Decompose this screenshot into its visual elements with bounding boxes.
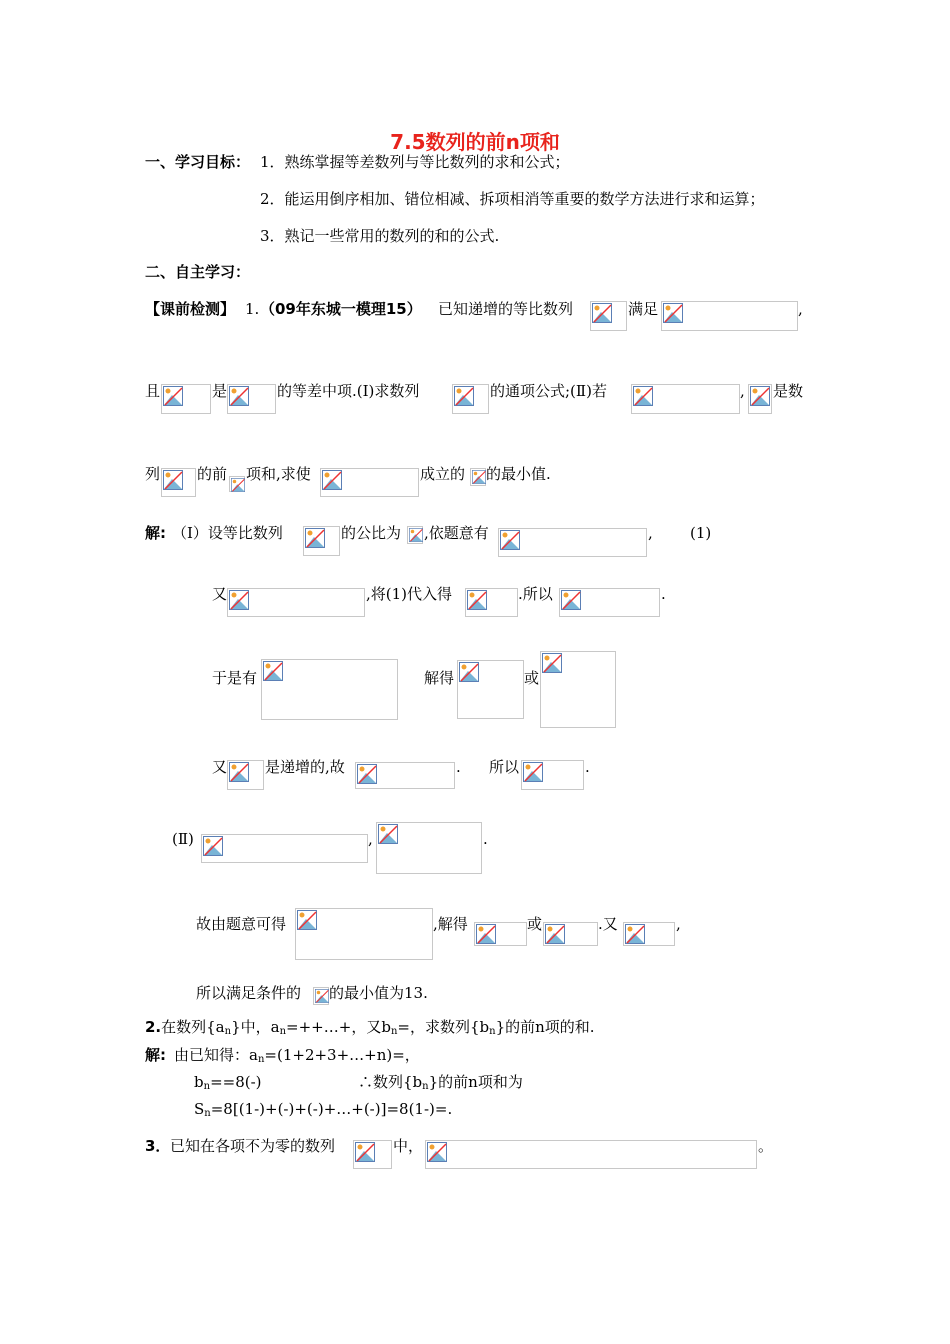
broken-image-icon [315, 989, 329, 1003]
formula-image [590, 301, 627, 331]
q1-source: （09年东城一模理15） [260, 300, 422, 318]
q2-solution-line1 [145, 1045, 420, 1070]
broken-image-icon [305, 528, 325, 548]
formula-image [355, 762, 455, 789]
broken-image-icon [322, 470, 342, 490]
solution-label: 解: [145, 524, 166, 542]
text-fragment: =，求数列{b [397, 1018, 490, 1036]
q3-text: 中， [393, 1137, 424, 1155]
formula-image [498, 528, 647, 557]
broken-image-icon [561, 590, 581, 610]
text-fragment: n [489, 1026, 496, 1037]
formula-image [465, 588, 518, 617]
broken-image-icon [231, 478, 245, 492]
text-fragment: S [194, 1100, 205, 1118]
q1-text: 所以满足条件的 [196, 984, 302, 1002]
broken-image-icon [203, 836, 223, 856]
broken-image-icon [357, 764, 377, 784]
text-fragment: 由已知得：a [174, 1046, 258, 1064]
text-fragment: n [257, 1054, 265, 1065]
q1-text: 的前 [197, 465, 228, 483]
formula-image [201, 834, 368, 863]
q1-text: .所以 [518, 585, 553, 603]
q1-text: . [661, 585, 666, 603]
broken-image-icon [454, 386, 474, 406]
text-fragment: 2. [145, 1018, 162, 1036]
broken-image-icon [229, 590, 249, 610]
text-fragment: }的前n项和为 [428, 1073, 523, 1091]
formula-image [320, 468, 419, 497]
q1-text: 又 [212, 758, 228, 776]
q3-num: 3． [145, 1137, 171, 1155]
formula-image [748, 384, 772, 414]
q1-text: 项和,求使 [246, 465, 311, 483]
q2-solution-line3 [194, 1099, 452, 1124]
q1-text: , [798, 300, 803, 318]
broken-image-icon [545, 924, 565, 944]
text-fragment: }的前n项的和. [495, 1018, 595, 1036]
broken-image-icon [378, 824, 398, 844]
text-fragment: =(1+2+3+…+n)=， [264, 1046, 420, 1064]
text-fragment: 解: [145, 1046, 166, 1064]
formula-image [452, 384, 489, 414]
formula-image [227, 384, 276, 414]
q1-text: . [456, 758, 461, 776]
q1-text: 已知递增的等比数列 [438, 300, 574, 318]
broken-image-icon [542, 653, 562, 673]
formula-image [540, 651, 616, 728]
broken-image-icon [427, 1142, 447, 1162]
q1-text: 的最小值. [486, 465, 551, 483]
text-fragment: n [422, 1081, 429, 1092]
text-fragment: n [390, 1026, 398, 1037]
broken-image-icon [750, 386, 770, 406]
broken-image-icon [663, 303, 683, 323]
q1-text: , [676, 915, 681, 933]
formula-image [407, 526, 423, 544]
goal-3: 3．熟记一些常用的数列的和的公式. [260, 227, 500, 245]
q1-text: 列 [145, 465, 161, 483]
broken-image-icon [625, 924, 645, 944]
broken-image-icon [163, 386, 183, 406]
q1-num: 1. [245, 300, 260, 318]
q1-text: ,解得 [433, 915, 468, 933]
broken-image-icon [297, 910, 317, 930]
q1-text: 或 [527, 915, 543, 933]
formula-image [425, 1140, 757, 1169]
text-fragment: 在数列{a [161, 1018, 225, 1036]
q1-text: . [585, 758, 590, 776]
q3-text: 已知在各项不为零的数列 [170, 1137, 336, 1155]
q1-text: 的等差中项.(Ⅰ)求数列 [277, 382, 420, 400]
text-fragment: b [194, 1073, 204, 1091]
q1-text: 的最小值为13. [329, 984, 428, 1002]
q1-text: 满足 [628, 300, 659, 318]
broken-image-icon [523, 762, 543, 782]
broken-image-icon [476, 924, 496, 944]
formula-image [376, 822, 482, 874]
formula-image [474, 922, 527, 946]
formula-image [261, 659, 398, 720]
q1-text: 故由题意可得 [196, 915, 287, 933]
q1-text: 是递增的,故 [265, 758, 345, 776]
q1-text: ,依题意有 [424, 524, 489, 542]
q1-text: （Ⅰ）设等比数列 [172, 524, 283, 542]
q1-text: 是数 [773, 382, 804, 400]
equation-number: (1) [690, 524, 712, 542]
formula-image [295, 908, 433, 960]
broken-image-icon [459, 662, 479, 682]
formula-image [457, 660, 524, 719]
text-fragment: ∴数列{b [358, 1073, 423, 1091]
goal-2: 2．能运用倒序相加、错位相减、拆项相消等重要的数学方法进行求和运算； [260, 190, 765, 208]
q2-solution-line2b [358, 1072, 523, 1097]
broken-image-icon [229, 762, 249, 782]
q1-text: 且 [145, 382, 161, 400]
formula-image [661, 301, 798, 331]
broken-image-icon [633, 386, 653, 406]
q1-text: , [648, 524, 653, 542]
broken-image-icon [500, 530, 520, 550]
formula-image [161, 384, 211, 414]
broken-image-icon [592, 303, 612, 323]
text-fragment: }中，a [231, 1018, 280, 1036]
q1-text: 又 [212, 585, 228, 603]
broken-image-icon [355, 1142, 375, 1162]
broken-image-icon [472, 470, 486, 484]
text-fragment: =++…+，又b [286, 1018, 391, 1036]
q1-tag: 【课前检测】 [145, 300, 236, 318]
q3-text: 。 [758, 1137, 774, 1155]
formula-image [161, 468, 196, 497]
formula-image [623, 922, 675, 946]
q1-text: (Ⅱ) [172, 830, 194, 848]
q1-text: ,将(1)代入得 [366, 585, 453, 603]
page-title: 7.5数列的前n项和 [390, 130, 560, 154]
formula-image [470, 468, 486, 486]
broken-image-icon [263, 661, 283, 681]
formula-image [313, 987, 329, 1005]
formula-image [303, 526, 340, 556]
q1-text: , [368, 830, 373, 848]
broken-image-icon [467, 590, 487, 610]
formula-image [559, 588, 660, 617]
broken-image-icon [163, 470, 183, 490]
goal-1: 1．熟练掌握等差数列与等比数列的求和公式； [260, 153, 570, 171]
formula-image [229, 476, 245, 492]
text-fragment: =8[(1-)+(-)+(-)+…+(-)]=8(1-)=. [210, 1100, 453, 1118]
formula-image [543, 922, 598, 946]
q1-text: 是 [212, 382, 228, 400]
broken-image-icon [229, 386, 249, 406]
q1-text: 的公比为 [341, 524, 402, 542]
q1-text: 解得 [424, 669, 455, 687]
q1-text: 或 [524, 669, 540, 687]
section2-heading: 二、自主学习： [145, 263, 251, 281]
formula-image [353, 1140, 392, 1169]
text-fragment: n [279, 1026, 287, 1037]
section1-heading: 一、学习目标： [145, 153, 251, 171]
q1-text: . [483, 830, 488, 848]
broken-image-icon [409, 528, 423, 542]
q2-solution-line2 [194, 1072, 262, 1097]
formula-image [631, 384, 740, 414]
q2-question [145, 1017, 595, 1042]
text-fragment: n [224, 1026, 232, 1037]
text-fragment: n [203, 1081, 211, 1092]
formula-image [227, 588, 365, 617]
q1-text: , [740, 382, 745, 400]
q1-text: 于是有 [212, 669, 258, 687]
text-fragment: ==8(-) [210, 1073, 262, 1091]
formula-image [227, 760, 264, 790]
formula-image [521, 760, 584, 790]
text-fragment: n [204, 1108, 211, 1119]
q1-text: .又 [598, 915, 618, 933]
q1-text: 的通项公式;(Ⅱ)若 [490, 382, 607, 400]
q1-text: 所以 [489, 758, 520, 776]
q1-text: 成立的 [420, 465, 466, 483]
